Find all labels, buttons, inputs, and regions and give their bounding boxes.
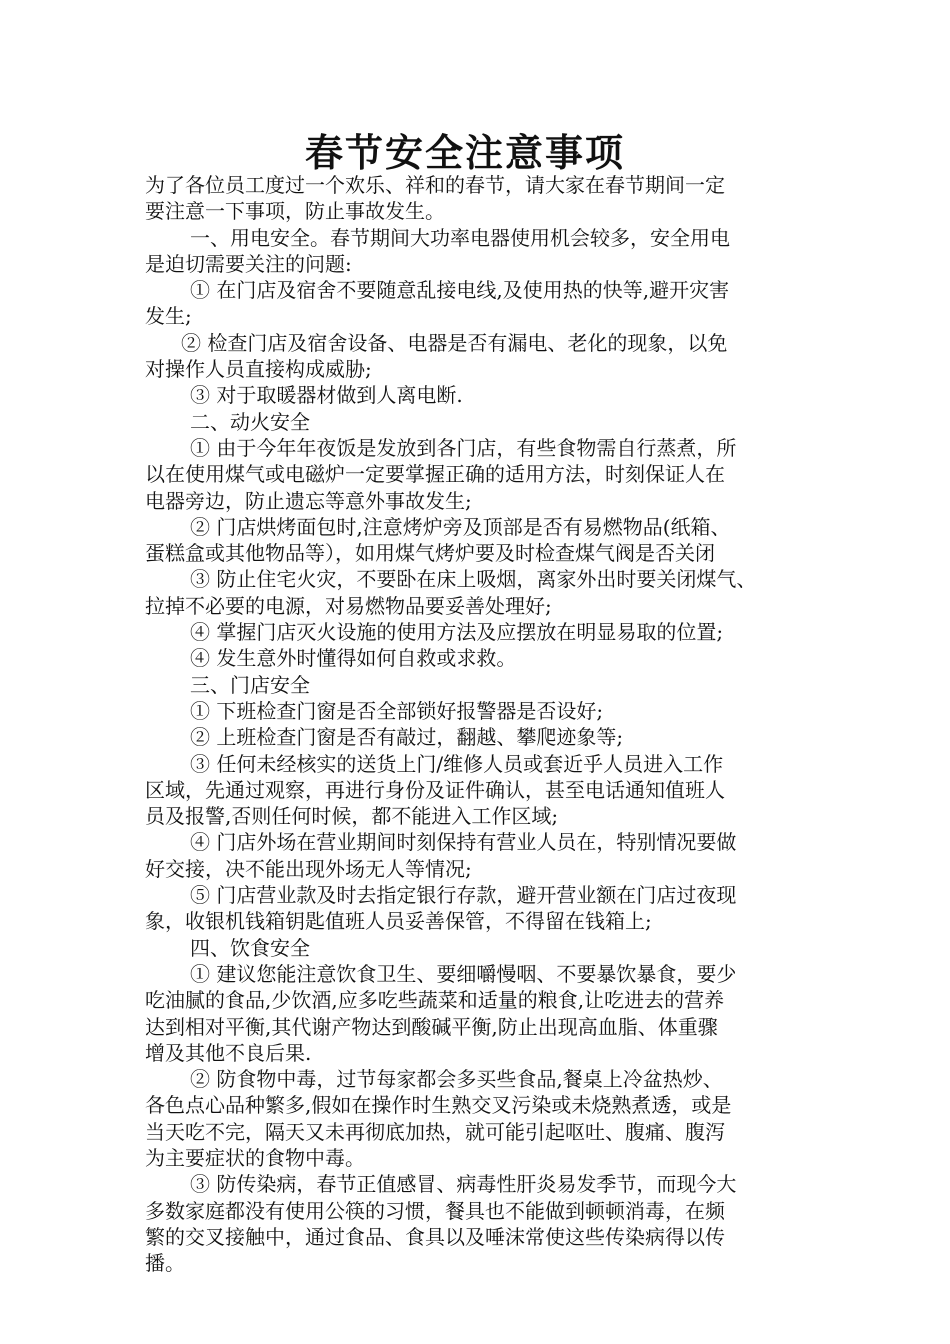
text-line: ④ 发生意外时懂得如何自救或求救。 — [190, 646, 517, 671]
text-line: ② 检查门店及宿舍设备、电器是否有漏电、老化的现象，以免 — [181, 330, 728, 355]
text-line: 区域，先通过观察，再进行身份及证件确认，甚至电话通知值班人 — [145, 777, 725, 802]
text-line: ③ 防止住宅火灾，不要卧在床上吸烟，离家外出时要关闭煤气、 — [190, 567, 757, 592]
text-line: 一、用电安全。春节期间大功率电器使用机会较多，安全用电 — [190, 225, 730, 250]
text-line: ① 在门店及宿舍不要随意乱接电线,及使用热的快等,避开灾害 — [190, 278, 730, 303]
text-line: ③ 防传染病，春节正值感冒、病毒性肝炎易发季节，而现今大 — [190, 1172, 737, 1197]
text-line: 象，收银机钱箱钥匙值班人员妥善保管，不得留在钱箱上; — [145, 909, 652, 934]
text-line: ③ 对于取暖器材做到人离电断. — [190, 383, 463, 408]
text-line: ① 建议您能注意饮食卫生、要细嚼慢咽、不要暴饮暴食，要少 — [190, 961, 737, 986]
text-line: ② 防食物中毒，过节每家都会多买些食品,餐桌上冷盆热炒、 — [190, 1067, 723, 1092]
text-line: ④ 门店外场在营业期间时刻保持有营业人员在，特别情况要做 — [190, 830, 737, 855]
text-line: 增及其他不良后果. — [145, 1040, 312, 1065]
text-line: ③ 任何未经核实的送货上门/维修人员或套近乎人员进入工作 — [190, 751, 724, 776]
text-line: 要注意一下事项，防止事故发生。 — [145, 199, 445, 224]
text-line: 播。 — [145, 1251, 185, 1276]
text-line: ② 门店烘烤面包时,注意烤炉旁及顶部是否有易燃物品(纸箱、 — [190, 514, 731, 539]
text-line: ⑤ 门店营业款及时去指定银行存款，避开营业额在门店过夜现 — [190, 883, 737, 908]
text-line: 达到相对平衡,其代谢产物达到酸碱平衡,防止出现高血脂、体重骤 — [145, 1014, 718, 1039]
text-line: 当天吃不完，隔天又未再彻底加热，就可能引起呕吐、腹痛、腹泻 — [145, 1119, 725, 1144]
text-line: ① 由于今年年夜饭是发放到各门店，有些食物需自行蒸煮，所 — [190, 435, 737, 460]
text-line: 发生; — [145, 304, 192, 329]
text-line: 繁的交叉接触中，通过食品、食具以及唾沫常使这些传染病得以传 — [145, 1224, 725, 1249]
text-line: 三、门店安全 — [190, 672, 310, 697]
text-line: 四、饮食安全 — [190, 935, 310, 960]
text-line: 员及报警,否则任何时候，都不能进入工作区域; — [145, 804, 559, 829]
text-line: 以在使用煤气或电磁炉一定要掌握正确的适用方法，时刻保证人在 — [145, 462, 725, 487]
text-line: 电器旁边，防止遗忘等意外事故发生; — [145, 488, 472, 513]
document-title: 春节安全注意事项 — [304, 130, 625, 175]
text-line: 为主要症状的食物中毒。 — [145, 1145, 365, 1170]
document-body — [145, 172, 810, 1276]
text-line: ④ 掌握门店灭火设施的使用方法及应摆放在明显易取的位置; — [190, 620, 724, 645]
text-line: 蛋糕盒或其他物品等），如用煤气烤炉要及时检查煤气阀是否关闭 — [145, 541, 715, 566]
text-line: ② 上班检查门窗是否有敲过，翻越、攀爬迹象等; — [190, 725, 624, 750]
text-line: 是迫切需要关注的问题: — [145, 251, 352, 276]
text-line: 好交接，决不能出现外场无人等情况; — [145, 856, 472, 881]
text-line: 拉掉不必要的电源，对易燃物品要妥善处理好; — [145, 593, 552, 618]
text-line: 为了各位员工度过一个欢乐、祥和的春节，请大家在春节期间一定 — [145, 173, 725, 197]
text-line: ① 下班检查门窗是否全部锁好报警器是否设好; — [190, 698, 604, 723]
text-line: 二、动火安全 — [190, 409, 310, 434]
text-line: 吃油腻的食品,少饮酒,应多吃些蔬菜和适量的粮食,让吃进去的营养 — [145, 988, 725, 1013]
text-line: 多数家庭都没有使用公筷的习惯，餐具也不能做到顿顿消毒，在频 — [145, 1198, 725, 1223]
text-line: 对操作人员直接构成威胁; — [145, 357, 372, 382]
text-line: 各色点心品种繁多,假如在操作时生熟交叉污染或未烧熟煮透，或是 — [145, 1093, 732, 1118]
